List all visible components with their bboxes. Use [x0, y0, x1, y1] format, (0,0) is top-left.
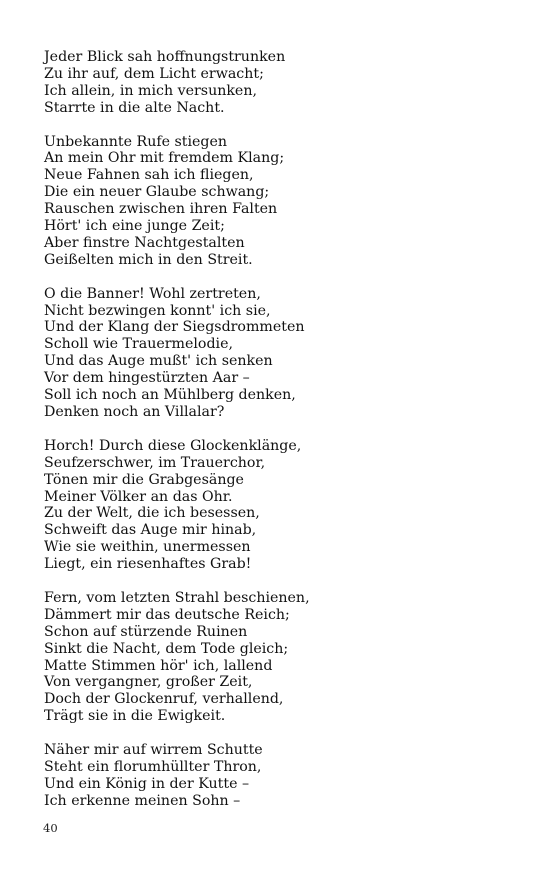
poem-line: Und der Klang der Siegsdrommeten	[44, 319, 305, 336]
stanza-5	[44, 590, 514, 725]
poem-line: Zu der Welt, die ich besessen,	[44, 505, 260, 522]
poem-line: Aber finstre Nachtgestalten	[44, 234, 245, 251]
poem-line: Trägt sie in die Ewigkeit.	[44, 708, 226, 725]
poem-line: Seufzerschwer, im Trauerchor,	[44, 454, 266, 471]
poem-line: O die Banner! Wohl zertreten,	[44, 285, 261, 302]
poem-line: Doch der Glockenruf, verhallend,	[44, 691, 284, 708]
poem-line: Die ein neuer Glaube schwang;	[44, 184, 270, 201]
poem-line: Steht ein florumhüllter Thron,	[44, 758, 262, 775]
poem-line: Scholl wie Trauermelodie,	[44, 336, 233, 353]
stanza-6	[44, 742, 514, 810]
poem-text	[44, 49, 514, 827]
poem-line: Tönen mir die Grabgesänge	[44, 471, 244, 488]
poem-line: Meiner Völker an das Ohr.	[44, 488, 233, 505]
poem-line: Hört' ich eine junge Zeit;	[44, 218, 225, 235]
poem-line: Schon auf stürzende Ruinen	[44, 623, 248, 640]
poem-line: Schweift das Auge mir hinab,	[44, 522, 257, 539]
poem-line: Und ein König in der Kutte –	[44, 775, 250, 792]
poem-line: Näher mir auf wirrem Schutte	[44, 742, 263, 759]
poem-line: Dämmert mir das deutsche Reich;	[44, 606, 290, 623]
poem-line: Unbekannte Rufe stiegen	[44, 133, 228, 150]
poem-line: Neue Fahnen sah ich fliegen,	[44, 167, 254, 184]
poem-line: An mein Ohr mit fremdem Klang;	[44, 150, 285, 167]
poem-line: Ich allein, in mich versunken,	[44, 82, 257, 99]
poem-line: Matte Stimmen hör' ich, lallend	[44, 657, 273, 674]
poem-line: Liegt, ein riesenhaftes Grab!	[44, 556, 252, 573]
page-number: 40	[43, 821, 58, 835]
poem-line: Starrte in die alte Nacht.	[44, 99, 225, 116]
poem-line: Von vergangner, großer Zeit,	[44, 674, 253, 691]
stanza-3	[44, 286, 514, 421]
poem-line: Geißelten mich in den Streit.	[44, 251, 253, 268]
poem-line: Jeder Blick sah hoffnungstrunken	[44, 49, 286, 65]
stanza-2	[44, 134, 514, 269]
poem-line: Soll ich noch an Mühlberg denken,	[44, 387, 296, 404]
poem-line: Fern, vom letzten Strahl beschienen,	[44, 589, 310, 606]
poem-line: Rauschen zwischen ihren Falten	[44, 201, 278, 218]
poem-line: Sinkt die Nacht, dem Tode gleich;	[44, 640, 289, 657]
poem-line: Zu ihr auf, dem Licht erwacht;	[44, 65, 264, 82]
poem-line: Nicht bezwingen konnt' ich sie,	[44, 302, 271, 319]
poem-line: Vor dem hingestürzten Aar –	[44, 370, 250, 387]
poem-line: Horch! Durch diese Glockenklänge,	[44, 437, 302, 454]
stanza-1	[44, 49, 514, 117]
stanza-4	[44, 438, 514, 573]
poem-line: Denken noch an Villalar?	[44, 404, 225, 420]
poem-line: Ich erkenne meinen Sohn –	[44, 792, 241, 809]
poem-line: Wie sie weithin, unermessen	[44, 539, 251, 556]
poem-line: Und das Auge mußt' ich senken	[44, 353, 273, 370]
